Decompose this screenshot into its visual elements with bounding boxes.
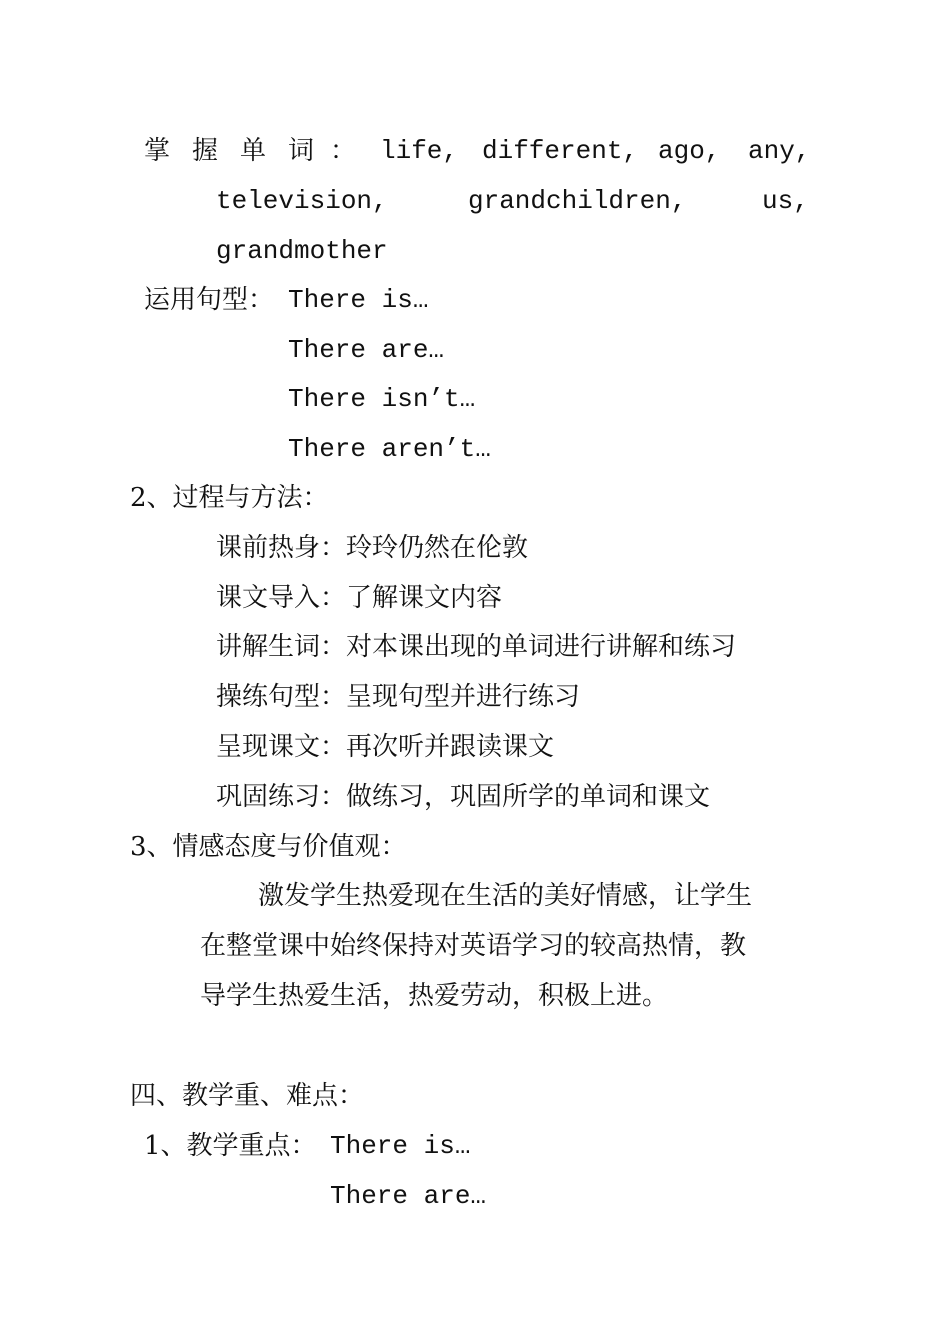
process-step: 操练句型：呈现句型并进行练习: [216, 682, 581, 712]
pattern-item: There are…: [288, 335, 445, 365]
vocab-heading-char: ：: [330, 136, 357, 166]
keypoints-heading: 四、教学重、难点：: [130, 1081, 365, 1111]
vocab-heading-char: 握: [192, 136, 219, 166]
vocab-word: television,: [216, 186, 388, 216]
vocab-word: ago,: [658, 136, 721, 166]
emotion-line: 在整堂课中始终保持对英语学习的较高热情，教: [200, 931, 747, 961]
process-step: 呈现课文：再次听并跟读课文: [216, 732, 555, 762]
pattern-item: There aren’t…: [288, 434, 491, 464]
process-step: 课文导入：了解课文内容: [216, 583, 503, 613]
emotion-heading: 3、情感态度与价值观：: [130, 832, 407, 862]
vocab-word: different,: [482, 136, 639, 166]
vocab-word: life,: [380, 136, 459, 166]
emotion-line: 激发学生热爱现在生活的美好情感，让学生: [258, 881, 753, 911]
vocab-word: grandmother: [216, 236, 388, 266]
patterns-label: 运用句型：: [144, 285, 275, 315]
vocab-word: grandchildren,: [468, 186, 687, 216]
process-step: 讲解生词：对本课出现的单词进行讲解和练习: [216, 632, 737, 662]
pattern-item: There isn’t…: [288, 384, 476, 414]
process-step: 巩固练习：做练习，巩固所学的单词和课文: [216, 782, 711, 812]
emotion-line: 导学生热爱生活，热爱劳动，积极上进。: [200, 981, 669, 1011]
keypoints-label: 1、教学重点：: [144, 1131, 317, 1161]
vocab-word: any,: [748, 136, 811, 166]
vocab-word: us,: [762, 186, 809, 216]
process-step: 课前热身：玲玲仍然在伦敦: [216, 533, 529, 563]
vocab-heading-char: 单: [240, 136, 267, 166]
vocab-heading-char: 词: [288, 136, 315, 166]
pattern-item: There is…: [288, 285, 429, 315]
vocab-heading-char: 掌: [144, 136, 171, 166]
keypoint-item: There is…: [330, 1131, 471, 1161]
keypoint-item: There are…: [330, 1181, 487, 1211]
process-heading: 2、过程与方法：: [130, 483, 329, 513]
